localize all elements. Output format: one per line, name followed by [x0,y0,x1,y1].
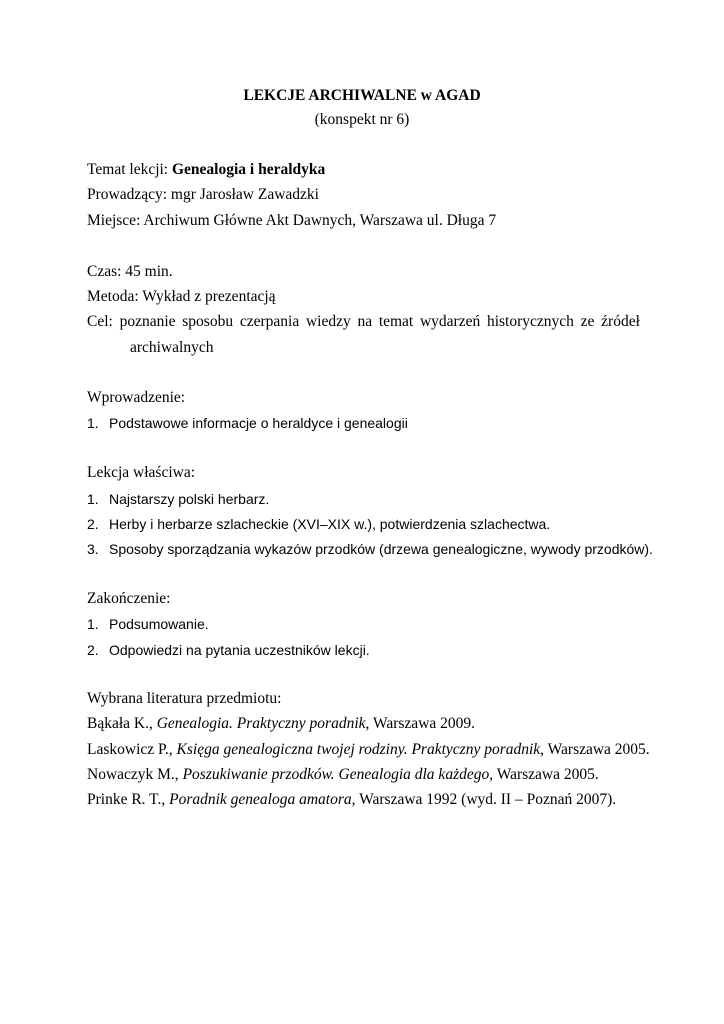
list-item [87,640,370,661]
list-number: 2. [87,516,99,532]
list-item [87,514,550,535]
list-text: Herby i herbarze szlacheckie (XVI–XIX w.), potwierdzenia szlachectwa. [109,516,551,532]
goal-word: historycznych [486,313,574,330]
literature-author: Bąkała K., [87,715,157,732]
list-item [87,489,269,510]
literature-details: , Warszawa 2005. [540,741,650,758]
list-number: 1. [87,616,99,632]
list-text: Najstarszy polski herbarz. [109,491,270,507]
literature-entry [87,714,475,734]
literature-entry [87,740,650,760]
literature-author: Prinke R. T., [87,791,170,808]
topic-value: Genealogia i heraldyka [172,161,326,178]
goal-word: temat [378,313,414,330]
host-line: Prowadzący: mgr Jarosław Zawadzki [87,186,319,203]
time-line: Czas: 45 min. [87,263,173,280]
topic-line [87,160,325,180]
literature-entry [87,765,599,785]
topic-label: Temat lekcji: [87,161,172,178]
goal-word: poznanie [119,313,176,330]
goal-word: sposobu [182,313,234,330]
goal-block [87,312,640,358]
goal-word: wydarzeń [419,313,481,330]
goal-word: ze [580,313,595,330]
literature-title: Genealogia. Praktyczny poradnik [156,715,366,732]
document-title: LEKCJE ARCHIWALNE w AGAD [243,87,481,104]
list-number: 3. [87,541,99,557]
goal-continuation: archiwalnych [130,339,214,356]
literature-entry [87,790,616,810]
place-line: Miejsce: Archiwum Główne Akt Dawnych, Warszawa ul. Długa 7 [87,212,497,229]
document-subtitle: (konspekt nr 6) [314,111,410,128]
goal-word: wiedzy [305,313,351,330]
goal-word: na [357,313,373,330]
goal-word: źródeł [601,313,640,330]
intro-heading: Wprowadzenie: [87,389,186,406]
list-item [87,614,209,635]
list-text: Sposoby sporządzania wykazów przodków (drzewa genealogiczne, wywody przodków). [109,541,653,557]
list-item [87,539,653,560]
list-number: 1. [87,415,99,431]
literature-heading: Wybrana literatura przedmiotu: [87,690,282,707]
literature-details: , Warszawa 2009. [365,715,476,732]
literature-author: Nowaczyk M., [87,766,183,783]
list-number: 1. [87,491,99,507]
ending-heading: Zakończenie: [87,590,171,607]
list-number: 2. [87,642,99,658]
literature-title: Poradnik genealoga amatora [169,791,352,808]
goal-word: czerpania [239,313,300,330]
literature-details: , Warszawa 1992 (wyd. II – Poznań 2007). [351,791,617,808]
literature-title: Księga genealogiczna twojej rodziny. Praktyczny poradnik [176,741,541,758]
method-line: Metoda: Wykład z prezentacją [87,288,276,305]
literature-author: Laskowicz P., [87,741,177,758]
literature-details: , Warszawa 2005. [489,766,599,783]
goal-row [87,312,640,332]
list-text: Podsumowanie. [109,616,209,632]
lesson-heading: Lekcja właściwa: [87,464,196,481]
list-text: Podstawowe informacje o heraldyce i genealogii [109,415,408,431]
list-item [87,413,408,434]
list-text: Odpowiedzi na pytania uczestników lekcji. [109,642,370,658]
literature-title: Poszukiwanie przodków. Genealogia dla każdego [182,766,490,783]
goal-word: Cel: [87,313,113,330]
